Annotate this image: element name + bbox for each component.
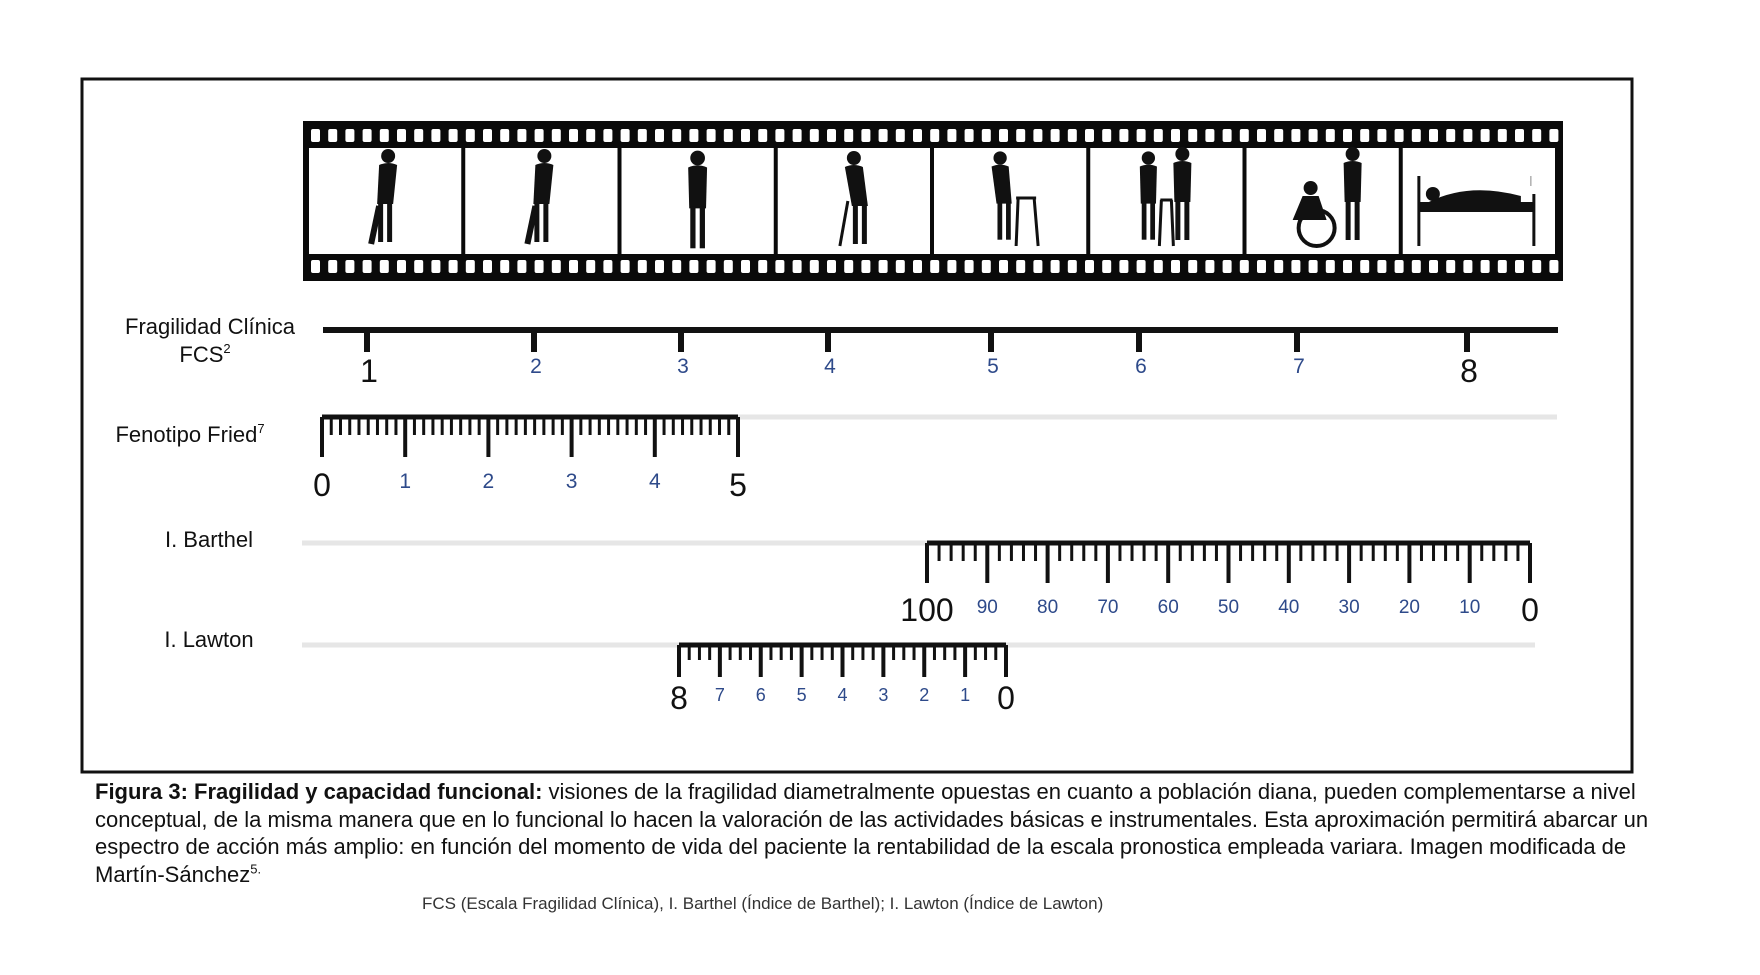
fried-tick-label: 4	[648, 470, 661, 493]
film-sprocket-hole	[879, 129, 888, 142]
film-sprocket-hole	[1515, 260, 1524, 273]
film-sprocket-hole	[896, 260, 905, 273]
caption-title: Figura 3: Fragilidad y capacidad funcional:	[95, 779, 543, 804]
film-sprocket-hole	[483, 129, 492, 142]
film-sprocket-hole	[758, 260, 767, 273]
caption-text: visiones de la fragilidad diametralmente opuestas en cuanto a población diana, pueden complementarse a nivel conceptual, de la misma manera que en lo funcional lo hacen la valoración de las actividades básicas e instrumentales. Esta aproximación permitirá abarcar un espectro de acción más amplio: en función del momento de vida del paciente la rentabilidad de la escala pronostica empleada variara. Imagen modificada de Martín-Sánchez	[95, 779, 1649, 887]
barthel-tick-label: 20	[1398, 597, 1420, 618]
film-sprocket-hole	[1463, 260, 1472, 273]
fried-tick-label: 3	[565, 470, 578, 493]
lawton-tick-label: 3	[878, 685, 889, 705]
film-sprocket-hole	[844, 260, 853, 273]
film-sprocket-hole	[1257, 260, 1266, 273]
film-sprocket-hole	[1481, 129, 1490, 142]
film-sprocket-hole	[1532, 260, 1541, 273]
film-sprocket-hole	[397, 260, 406, 273]
film-sprocket-hole	[775, 260, 784, 273]
lawton-tick-label: 8	[670, 680, 688, 716]
film-sprocket-hole	[999, 129, 1008, 142]
film-sprocket-hole	[1068, 260, 1077, 273]
film-sprocket-hole	[999, 260, 1008, 273]
film-sprocket-hole	[861, 260, 870, 273]
film-sprocket-hole	[414, 129, 423, 142]
film-sprocket-hole	[1549, 260, 1558, 273]
barthel-label: I. Barthel	[164, 527, 254, 552]
lawton-tick-label: 0	[997, 680, 1015, 716]
film-sprocket-hole	[397, 129, 406, 142]
film-sprocket-hole	[1429, 260, 1438, 273]
film-sprocket-hole	[449, 260, 458, 273]
film-sprocket-hole	[1326, 129, 1335, 142]
film-sprocket-hole	[930, 260, 939, 273]
film-sprocket-hole	[621, 260, 630, 273]
film-sprocket-hole	[345, 260, 354, 273]
film-sprocket-hole	[1188, 129, 1197, 142]
film-sprocket-hole	[1223, 129, 1232, 142]
film-sprocket-hole	[965, 260, 974, 273]
film-sprocket-hole	[1309, 129, 1318, 142]
film-sprocket-hole	[1360, 129, 1369, 142]
film-sprocket-hole	[707, 129, 716, 142]
film-sprocket-hole	[1326, 260, 1335, 273]
film-sprocket-hole	[913, 129, 922, 142]
film-sprocket-hole	[552, 260, 561, 273]
film-sprocket-hole	[380, 129, 389, 142]
caption-reference: 5.	[250, 861, 262, 877]
film-sprocket-hole	[1051, 260, 1060, 273]
scale-barthel	[165, 527, 1539, 628]
film-sprocket-hole	[1205, 260, 1214, 273]
film-sprocket-hole	[431, 260, 440, 273]
film-sprocket-hole	[1481, 260, 1490, 273]
scale-fcs	[125, 314, 1558, 389]
film-sprocket-hole	[1515, 129, 1524, 142]
film-sprocket-hole	[328, 129, 337, 142]
film-sprocket-hole	[655, 260, 664, 273]
film-sprocket-hole	[380, 260, 389, 273]
film-sprocket-hole	[569, 129, 578, 142]
film-sprocket-hole	[586, 260, 595, 273]
film-sprocket-hole	[1343, 260, 1352, 273]
barthel-tick-label: 10	[1459, 597, 1481, 618]
film-sprocket-hole	[947, 260, 956, 273]
fried-label: Fenotipo Fried$^7$	[115, 421, 265, 447]
film-sprocket-hole	[741, 260, 750, 273]
film-sprocket-hole	[449, 129, 458, 142]
film-sprocket-hole	[603, 129, 612, 142]
film-sprocket-hole	[793, 129, 802, 142]
fcs-tick-label: 8	[1460, 353, 1478, 389]
film-sprocket-hole	[1154, 129, 1163, 142]
barthel-tick-label: 60	[1157, 597, 1179, 618]
film-sprocket-hole	[1343, 129, 1352, 142]
film-sprocket-hole	[363, 129, 372, 142]
film-sprocket-hole	[724, 129, 733, 142]
lawton-label: I. Lawton	[164, 627, 254, 652]
film-sprocket-hole	[328, 260, 337, 273]
film-sprocket-hole	[758, 129, 767, 142]
film-sprocket-hole	[621, 129, 630, 142]
film-sprocket-hole	[431, 129, 440, 142]
film-sprocket-hole	[1498, 260, 1507, 273]
film-sprocket-hole	[1068, 129, 1077, 142]
fried-tick-label: 1	[399, 470, 412, 493]
film-sprocket-hole	[793, 260, 802, 273]
film-sprocket-hole	[810, 129, 819, 142]
film-sprocket-hole	[1085, 260, 1094, 273]
film-sprocket-hole	[466, 260, 475, 273]
film-sprocket-hole	[552, 129, 561, 142]
barthel-tick-label: 100	[900, 592, 954, 628]
film-sprocket-hole	[775, 129, 784, 142]
film-sprocket-hole	[1171, 260, 1180, 273]
film-sprocket-hole	[672, 129, 681, 142]
barthel-tick-label: 80	[1037, 597, 1059, 618]
film-sprocket-hole	[1377, 129, 1386, 142]
film-sprocket-hole	[603, 260, 612, 273]
film-sprocket-hole	[363, 260, 372, 273]
film-sprocket-hole	[517, 129, 526, 142]
barthel-tick-label: 40	[1278, 597, 1300, 618]
film-sprocket-hole	[1549, 129, 1558, 142]
fried-tick-label: 2	[482, 470, 495, 493]
fcs-tick-label: 1	[360, 353, 378, 389]
film-sprocket-hole	[535, 129, 544, 142]
film-sprocket-hole	[1412, 260, 1421, 273]
fried-tick-label: 5	[729, 467, 747, 503]
film-sprocket-hole	[1291, 129, 1300, 142]
film-sprocket-hole	[1205, 129, 1214, 142]
film-sprocket-hole	[1171, 129, 1180, 142]
film-sprocket-hole	[1377, 260, 1386, 273]
film-sprocket-hole	[655, 129, 664, 142]
film-sprocket-hole	[311, 129, 320, 142]
film-sprocket-hole	[896, 129, 905, 142]
film-sprocket-hole	[1016, 129, 1025, 142]
film-sprocket-hole	[517, 260, 526, 273]
film-sprocket-hole	[638, 260, 647, 273]
film-frame	[1247, 148, 1399, 254]
barthel-tick-label: 30	[1338, 597, 1360, 618]
film-sprocket-hole	[1532, 129, 1541, 142]
film-sprocket-hole	[1274, 260, 1283, 273]
scale-fried	[115, 417, 1557, 503]
film-sprocket-hole	[1463, 129, 1472, 142]
figure-caption	[95, 778, 1675, 888]
film-sprocket-hole	[982, 260, 991, 273]
film-sprocket-hole	[1051, 129, 1060, 142]
fcs-tick-label: 3	[677, 355, 689, 378]
film-sprocket-hole	[1085, 129, 1094, 142]
fcs-tick-label: 5	[987, 355, 999, 378]
barthel-tick-label: 90	[976, 597, 998, 618]
film-sprocket-hole	[810, 260, 819, 273]
lawton-tick-label: 7	[714, 685, 725, 705]
film-sprocket-hole	[947, 129, 956, 142]
fcs-tick-label: 7	[1293, 355, 1305, 378]
lawton-tick-label: 4	[837, 685, 848, 705]
film-sprocket-hole	[1188, 260, 1197, 273]
fcs-label-line2: FCS$^2$	[179, 341, 231, 367]
film-sprocket-hole	[827, 260, 836, 273]
film-sprocket-hole	[1498, 129, 1507, 142]
film-strip	[303, 121, 1563, 281]
film-sprocket-hole	[724, 260, 733, 273]
film-sprocket-hole	[1395, 129, 1404, 142]
film-sprocket-hole	[1119, 260, 1128, 273]
film-sprocket-hole	[1016, 260, 1025, 273]
film-sprocket-hole	[844, 129, 853, 142]
film-sprocket-hole	[707, 260, 716, 273]
film-sprocket-hole	[913, 260, 922, 273]
barthel-tick-label: 0	[1521, 592, 1539, 628]
film-sprocket-hole	[1102, 260, 1111, 273]
film-sprocket-hole	[1257, 129, 1266, 142]
scale-lawton	[164, 627, 1535, 716]
film-sprocket-hole	[1360, 260, 1369, 273]
film-sprocket-hole	[414, 260, 423, 273]
film-sprocket-hole	[1240, 260, 1249, 273]
lawton-tick-label: 2	[919, 685, 930, 705]
film-sprocket-hole	[569, 260, 578, 273]
film-sprocket-hole	[741, 129, 750, 142]
film-sprocket-hole	[1446, 129, 1455, 142]
film-sprocket-hole	[1154, 260, 1163, 273]
lawton-tick-label: 6	[755, 685, 766, 705]
abbreviations-note: FCS (Escala Fragilidad Clínica), I. Barthel (Índice de Barthel); I. Lawton (Índice de Lawton)	[422, 894, 1104, 913]
film-sprocket-hole	[1119, 129, 1128, 142]
film-sprocket-hole	[500, 129, 509, 142]
film-sprocket-hole	[483, 260, 492, 273]
film-sprocket-hole	[1137, 260, 1146, 273]
film-sprocket-hole	[965, 129, 974, 142]
film-sprocket-hole	[1446, 260, 1455, 273]
film-sprocket-hole	[1291, 260, 1300, 273]
film-sprocket-hole	[535, 260, 544, 273]
barthel-tick-label: 50	[1217, 597, 1240, 618]
film-sprocket-hole	[1137, 129, 1146, 142]
film-sprocket-hole	[689, 260, 698, 273]
film-sprocket-hole	[861, 129, 870, 142]
film-sprocket-hole	[586, 129, 595, 142]
film-sprocket-hole	[1033, 260, 1042, 273]
film-sprocket-hole	[1240, 129, 1249, 142]
film-sprocket-hole	[1412, 129, 1421, 142]
film-sprocket-hole	[466, 129, 475, 142]
film-sprocket-hole	[827, 129, 836, 142]
film-sprocket-hole	[930, 129, 939, 142]
film-sprocket-hole	[1395, 260, 1404, 273]
film-sprocket-hole	[1223, 260, 1232, 273]
film-sprocket-hole	[638, 129, 647, 142]
fried-tick-label: 0	[313, 467, 331, 503]
film-sprocket-hole	[1102, 129, 1111, 142]
film-sprocket-hole	[345, 129, 354, 142]
film-sprocket-hole	[672, 260, 681, 273]
lawton-tick-label: 1	[960, 685, 971, 705]
film-sprocket-hole	[982, 129, 991, 142]
fcs-tick-label: 6	[1135, 355, 1147, 378]
fcs-tick-label: 4	[824, 355, 836, 378]
lawton-tick-label: 5	[796, 685, 807, 705]
film-sprocket-hole	[689, 129, 698, 142]
film-sprocket-hole	[500, 260, 509, 273]
fcs-tick-label: 2	[530, 355, 542, 378]
film-sprocket-hole	[1429, 129, 1438, 142]
film-sprocket-hole	[1309, 260, 1318, 273]
film-sprocket-hole	[311, 260, 320, 273]
barthel-tick-label: 70	[1097, 597, 1119, 618]
film-sprocket-hole	[879, 260, 888, 273]
fcs-label-line1: Fragilidad Clínica	[125, 314, 295, 339]
film-sprocket-hole	[1274, 129, 1283, 142]
film-sprocket-hole	[1033, 129, 1042, 142]
